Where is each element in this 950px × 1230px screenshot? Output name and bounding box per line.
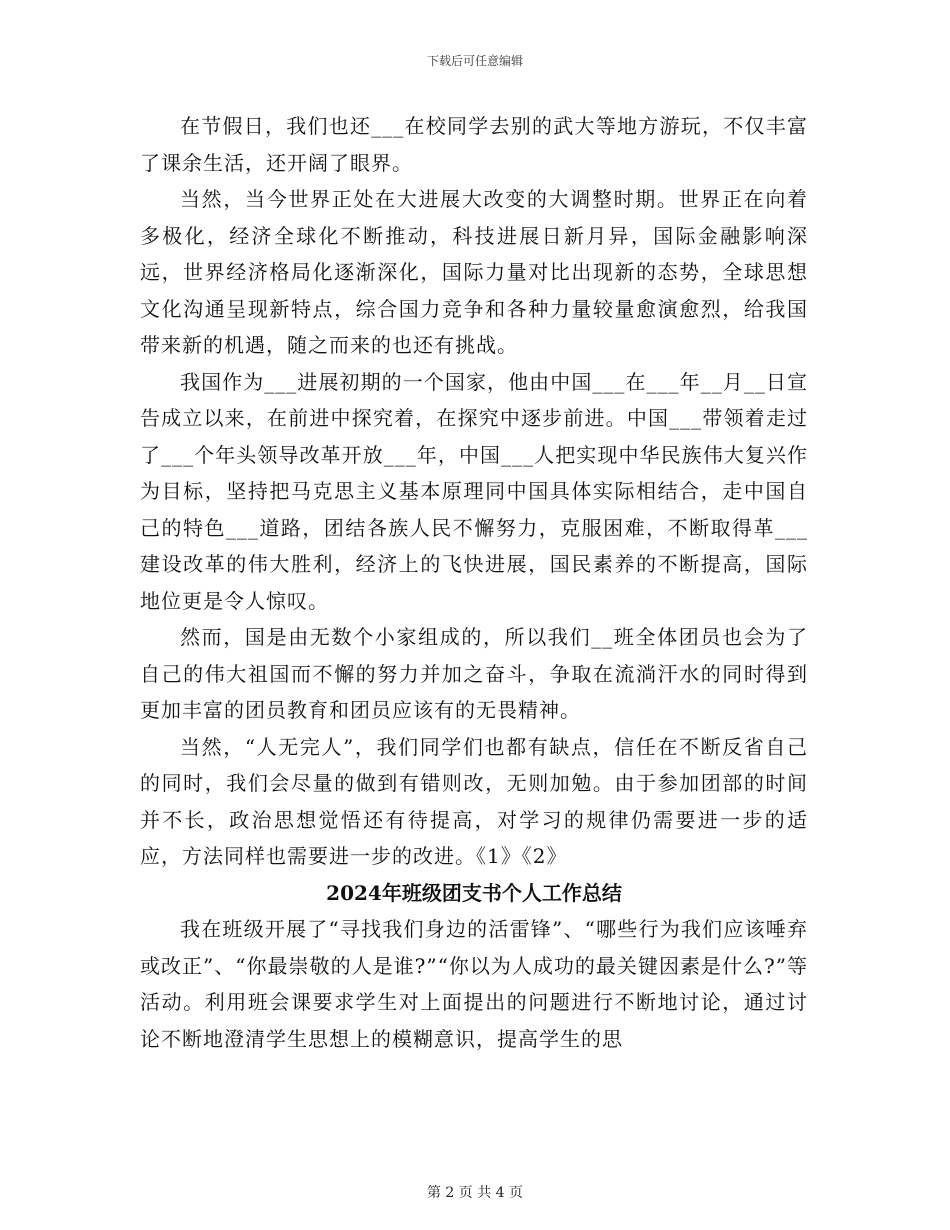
paragraph-class-effort: 然而，国是由无数个小家组成的，所以我们__班全体团员也会为了自己的伟大祖国而不懈的努力并加之奋斗，争取在流淌汗水的同时得到更加丰富的团员教育和团员应该有的无畏精神。 xyxy=(140,625,808,722)
page-header-note: 下载后可任意编辑 xyxy=(426,54,523,68)
paragraph-self-reflection: 当然，“人无完人”，我们同学们也都有缺点，信任在不断反省自己的同时，我们会尽量的做到有错则改，无则加勉。由于参加团部的时间并不长，政治思想觉悟还有待提高，对学习的规律仍需要进一步的适应，方法同样也需要进一步的改进。《1》《2》 xyxy=(140,734,808,868)
paragraph-class-activities: 我在班级开展了“寻找我们身边的活雷锋”、“哪些行为我们应该唾弃或改正”、“你最崇敬的人是谁?”“你以为人成功的最关键因素是什么?”等活动。利用班会课要求学生对上面提出的问题进行不断地讨论，通过讨论不断地澄清学生思想上的模糊意识，提高学生的思 xyxy=(140,917,808,1051)
page-number-footer: 第 2 页 共 4 页 xyxy=(426,1185,524,1201)
paragraph-national-development: 我国作为___进展初期的一个国家，他由中国___在___年__月__日宣告成立以来，在前进中探究着，在探究中逐步前进。中国___带领着走过了___个年头领导改革开放___年，中国___人把实现中华民族伟大复兴作为目标，坚持把马克思主义基本原理同中国具体实际相结合，走中国自己的特色___道路，团结各族人民不懈努力，克服困难，不断取得革___建设改革的伟大胜利，经济上的飞快进展，国民素养的不断提高，国际地位更是令人惊叹。 xyxy=(140,369,808,613)
paragraph-holiday-trips: 在节假日，我们也还___在校同学去别的武大等地方游玩，不仅丰富了课余生活，还开阔了眼界。 xyxy=(140,114,808,175)
document-body xyxy=(140,108,808,1057)
paragraph-world-situation: 当然，当今世界正处在大进展大改变的大调整时期。世界正在向着多极化，经济全球化不断推动，科技进展日新月异，国际金融影响深远，世界经济格局化逐渐深化，国际力量对比出现新的态势，全球思想文化沟通呈现新特点，综合国力竞争和各种力量较量愈演愈烈，给我国带来新的机遇，随之而来的也还有挑战。 xyxy=(140,187,808,357)
section-title: 2024年班级团支书个人工作总结 xyxy=(326,880,622,905)
